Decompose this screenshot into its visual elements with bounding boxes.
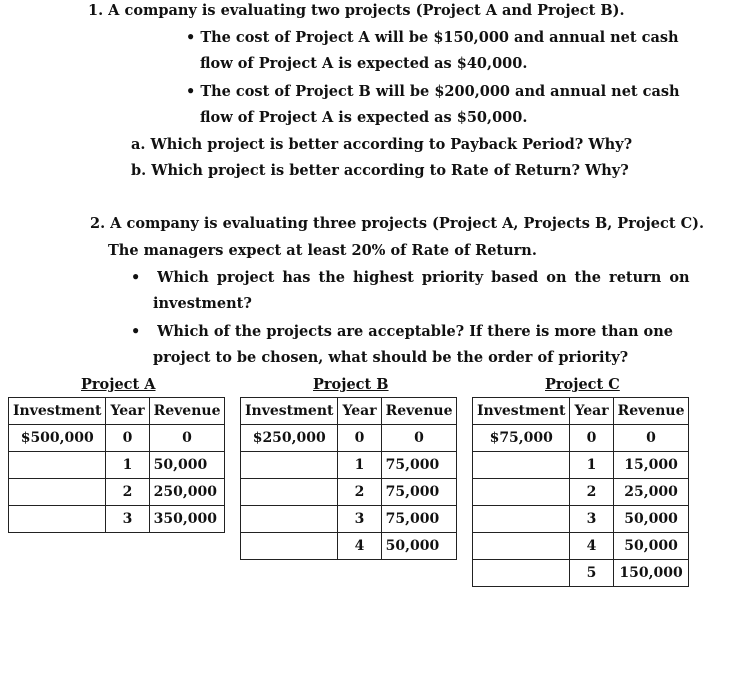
question-2-subtitle: The managers expect at least 20% of Rate of Return. xyxy=(108,242,537,259)
empty-cell xyxy=(473,506,570,533)
investment-value: $500,000 xyxy=(9,425,106,452)
question-2-title: 2. A company is evaluating three projects (Project A, Projects B, Project C). xyxy=(90,215,705,232)
table-row xyxy=(241,425,457,452)
revenue-header: Revenue xyxy=(613,398,689,425)
revenue-cell: 150,000 xyxy=(613,560,689,587)
q1-bullet-line: • The cost of Project B will be $200,000 and annual net cash xyxy=(186,83,680,100)
year-cell: 3 xyxy=(570,506,613,533)
table-row xyxy=(473,479,689,506)
table-row xyxy=(241,533,457,560)
bullet-icon: • xyxy=(131,323,141,340)
empty-cell xyxy=(241,533,338,560)
year-cell: 5 xyxy=(570,560,613,587)
table-header-row xyxy=(473,398,689,425)
year-cell: 4 xyxy=(570,533,613,560)
table-row xyxy=(473,452,689,479)
investment-header: Investment xyxy=(241,398,338,425)
empty-cell xyxy=(473,533,570,560)
revenue-header: Revenue xyxy=(381,398,457,425)
year-cell: 2 xyxy=(106,479,149,506)
project-b-title: Project B xyxy=(313,376,389,393)
q1-bullet-text: The cost of Project B will be $200,000 and annual net cash xyxy=(200,83,680,100)
q1-bullet-text: The cost of Project A will be $150,000 and annual net cash xyxy=(200,29,679,46)
revenue-cell: 50,000 xyxy=(149,452,225,479)
project-c-table xyxy=(472,397,689,587)
year-header: Year xyxy=(570,398,613,425)
revenue-cell: 50,000 xyxy=(613,533,689,560)
revenue-cell: 250,000 xyxy=(149,479,225,506)
revenue-cell: 50,000 xyxy=(613,506,689,533)
q2-bullet-text: Which of the projects are acceptable? If there is more than one xyxy=(157,323,673,340)
year-cell: 4 xyxy=(338,533,381,560)
table-row xyxy=(9,479,225,506)
q2-bullet-text: Which project has the highest priority based on the return on xyxy=(157,269,690,286)
table-row xyxy=(473,506,689,533)
year-cell: 0 xyxy=(570,425,613,452)
revenue-cell: 25,000 xyxy=(613,479,689,506)
q1-part-b: b. Which project is better according to Rate of Return? Why? xyxy=(131,162,629,179)
empty-cell xyxy=(9,452,106,479)
revenue-cell: 75,000 xyxy=(381,452,457,479)
year-header: Year xyxy=(106,398,149,425)
table-row xyxy=(9,452,225,479)
empty-cell xyxy=(241,506,338,533)
investment-header: Investment xyxy=(473,398,570,425)
project-a-table xyxy=(8,397,225,533)
table-header-row xyxy=(9,398,225,425)
year-cell: 1 xyxy=(570,452,613,479)
investment-value: $250,000 xyxy=(241,425,338,452)
q1-bullet-continuation: flow of Project A is expected as $40,000. xyxy=(200,55,528,72)
table-row xyxy=(241,479,457,506)
year-cell: 1 xyxy=(338,452,381,479)
q1-bullet-line: • The cost of Project A will be $150,000 and annual net cash xyxy=(186,29,679,46)
revenue-cell: 15,000 xyxy=(613,452,689,479)
table-row xyxy=(473,533,689,560)
empty-cell xyxy=(473,452,570,479)
q1-bullet-continuation: flow of Project A is expected as $50,000. xyxy=(200,109,528,126)
q2-bullet-line xyxy=(131,269,690,286)
revenue-cell: 0 xyxy=(613,425,689,452)
table-header-row xyxy=(241,398,457,425)
empty-cell xyxy=(9,479,106,506)
empty-cell xyxy=(241,479,338,506)
empty-cell xyxy=(241,452,338,479)
year-header: Year xyxy=(338,398,381,425)
year-cell: 2 xyxy=(338,479,381,506)
table-row xyxy=(9,425,225,452)
empty-cell xyxy=(473,560,570,587)
question-1-title: 1. A company is evaluating two projects (Project A and Project B). xyxy=(88,2,625,19)
project-b-table xyxy=(240,397,457,560)
q1-part-a: a. Which project is better according to Payback Period? Why? xyxy=(131,136,633,153)
table-row xyxy=(473,425,689,452)
year-cell: 3 xyxy=(106,506,149,533)
revenue-cell: 0 xyxy=(149,425,225,452)
revenue-cell: 350,000 xyxy=(149,506,225,533)
year-cell: 0 xyxy=(338,425,381,452)
table-row xyxy=(241,452,457,479)
year-cell: 1 xyxy=(106,452,149,479)
project-a-title: Project A xyxy=(81,376,156,393)
project-c-title: Project C xyxy=(545,376,620,393)
q2-bullet-continuation: project to be chosen, what should be the order of priority? xyxy=(153,349,629,366)
bullet-icon: • xyxy=(131,269,141,286)
year-cell: 2 xyxy=(570,479,613,506)
empty-cell xyxy=(9,506,106,533)
investment-value: $75,000 xyxy=(473,425,570,452)
empty-cell xyxy=(473,479,570,506)
investment-header: Investment xyxy=(9,398,106,425)
q2-bullet-continuation: investment? xyxy=(153,295,252,312)
revenue-cell: 75,000 xyxy=(381,479,457,506)
table-row xyxy=(473,560,689,587)
year-cell: 3 xyxy=(338,506,381,533)
year-cell: 0 xyxy=(106,425,149,452)
table-row xyxy=(241,506,457,533)
revenue-header: Revenue xyxy=(149,398,225,425)
revenue-cell: 50,000 xyxy=(381,533,457,560)
revenue-cell: 75,000 xyxy=(381,506,457,533)
revenue-cell: 0 xyxy=(381,425,457,452)
table-row xyxy=(9,506,225,533)
q2-bullet-line xyxy=(131,323,673,340)
